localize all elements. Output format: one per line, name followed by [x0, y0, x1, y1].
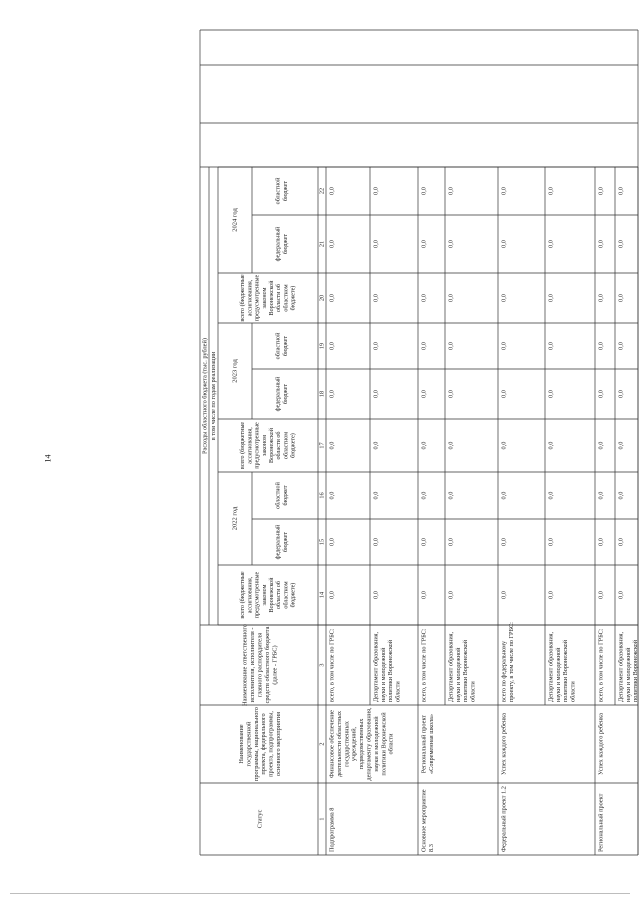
header-total-2024: ассигнования,	[247, 279, 254, 317]
column-number: 14	[318, 591, 326, 599]
header-total-2024: областном	[283, 284, 290, 312]
row-value: 0,0	[372, 591, 380, 599]
header-name: государственной	[245, 721, 253, 767]
row-status: Основное мероприятие	[420, 789, 428, 852]
row-executor: Департамент образования,	[617, 631, 625, 702]
header-total-2024: законом	[261, 287, 268, 309]
row-value: 0,0	[547, 240, 555, 248]
row-name: науки и молодежной	[372, 716, 380, 772]
row-value: 0,0	[372, 491, 380, 500]
header-total-2022: Воронежской	[269, 577, 276, 613]
row-name: государственных	[343, 721, 351, 767]
row-value: 0,0	[328, 390, 336, 398]
header-executor: Наименование ответственного	[241, 624, 249, 706]
row-name: Финансовое обеспечение	[328, 710, 336, 778]
row-value: 0,0	[447, 390, 455, 398]
row-name: «Современная школа»	[427, 714, 435, 774]
row-value: 0,0	[447, 491, 455, 500]
header-total-2022: области об	[276, 580, 283, 610]
header-federal: федеральный	[275, 376, 282, 412]
row-value: 0,0	[547, 538, 555, 546]
row-executor: политики Воронежской	[462, 639, 470, 702]
row-executor: области	[569, 681, 577, 702]
row-value: 0,0	[420, 390, 428, 398]
row-value: 0,0	[328, 591, 336, 599]
row-value: 0,0	[597, 294, 605, 302]
column-number: 17	[318, 442, 326, 449]
row-value: 0,0	[420, 591, 428, 599]
row-executor: всего, в том числе по ГРБС:	[597, 628, 605, 702]
column-number: 15	[318, 538, 326, 546]
page-bottom-rule	[10, 893, 630, 894]
row-value: 0,0	[420, 441, 428, 450]
header-total-2022: предусмотренные	[254, 571, 261, 619]
row-value: 0,0	[597, 342, 605, 350]
column-number: 20	[318, 294, 326, 302]
row-value: 0,0	[500, 591, 508, 599]
row-value: 0,0	[372, 538, 380, 546]
header-name: проекта, подпрограммы,	[267, 711, 275, 777]
row-value: 0,0	[500, 538, 508, 546]
row-value: 0,0	[500, 187, 508, 195]
row-value: 0,0	[447, 591, 455, 599]
header-total-2024: бюджете)	[290, 285, 297, 311]
row-value: 0,0	[617, 390, 625, 398]
header-total-2024: всего (бюджетные	[240, 274, 247, 322]
header-total-2022: всего (бюджетные	[240, 571, 247, 619]
row-executor: проекту, в том числе по ГРБС:	[507, 622, 515, 702]
row-value: 0,0	[547, 441, 555, 450]
row-status: Региональный проект	[597, 793, 605, 852]
column-number: 2	[318, 742, 326, 746]
column-number: 21	[318, 240, 326, 248]
header-by-years: в том числе по годам реализации	[209, 351, 217, 441]
row-name: Региональный проект	[420, 714, 428, 774]
row-value: 0,0	[500, 342, 508, 350]
row-executor: науки и молодежной	[454, 647, 462, 702]
row-value: 0,0	[547, 187, 555, 195]
header-regional: областной	[275, 482, 282, 509]
header-regional: бюджет	[283, 181, 290, 201]
row-value: 0,0	[447, 187, 455, 195]
header-year-2022: 2022 год	[231, 506, 239, 531]
header-name: программы, национального	[252, 707, 260, 781]
header-expenses: Расходы областного бюджета (тыс. рублей)	[201, 338, 209, 454]
row-value: 0,0	[597, 491, 605, 500]
row-value: 0,0	[372, 390, 380, 398]
row-value: 0,0	[500, 240, 508, 248]
row-value: 0,0	[547, 591, 555, 599]
row-value: 0,0	[500, 294, 508, 302]
row-value: 0,0	[372, 441, 380, 450]
header-total-2023: бюджете)	[290, 433, 297, 458]
header-regional: бюджет	[283, 336, 290, 356]
row-value: 0,0	[328, 538, 336, 546]
header-regional: бюджет	[283, 485, 290, 506]
header-total-2024: Воронежской	[269, 280, 276, 316]
row-value: 0,0	[447, 294, 455, 302]
row-executor: политики Воронежской	[632, 639, 640, 702]
row-executor: области	[469, 681, 477, 702]
header-name: основного мероприятия	[274, 711, 282, 777]
header-regional: областной	[275, 177, 282, 205]
table-text	[201, 177, 640, 852]
column-number: 1	[318, 817, 326, 821]
header-federal: федеральный	[275, 524, 282, 560]
row-value: 0,0	[617, 441, 625, 450]
row-value: 0,0	[597, 441, 605, 450]
row-executor: всего, в том числе по ГРБС:	[328, 628, 336, 702]
row-value: 0,0	[597, 240, 605, 248]
row-value: 0,0	[500, 441, 508, 450]
column-number: 16	[318, 492, 326, 499]
row-value: 0,0	[547, 294, 555, 302]
row-value: 0,0	[420, 342, 428, 350]
header-total-2022: областном	[283, 581, 290, 609]
row-executor: Департамент образования,	[372, 631, 380, 702]
column-number: 19	[318, 342, 326, 350]
row-value: 0,0	[597, 187, 605, 195]
header-year-2023: 2023 год	[231, 359, 239, 383]
header-executor: средств областного бюджета	[263, 626, 271, 704]
row-value: 0,0	[328, 342, 336, 350]
header-total-2023: областном	[283, 431, 290, 460]
row-value: 0,0	[372, 342, 380, 350]
header-status: Статус	[256, 809, 264, 829]
header-federal: федеральный	[275, 226, 282, 262]
row-value: 0,0	[617, 294, 625, 302]
header-federal: бюджет	[283, 384, 290, 404]
row-value: 0,0	[372, 187, 380, 195]
row-value: 0,0	[447, 441, 455, 450]
rotated-table-group	[200, 30, 640, 855]
row-executor: науки и молодежной	[554, 647, 562, 702]
row-value: 0,0	[617, 342, 625, 350]
header-total-2024: предусмотренные	[254, 274, 261, 322]
header-name: Наименование	[237, 724, 245, 764]
row-value: 0,0	[597, 538, 605, 546]
header-year-2024: 2024 год	[231, 208, 239, 232]
page-number: 14	[43, 454, 53, 463]
row-executor: науки и молодежной	[379, 647, 387, 702]
header-total-2023: ассигнования,	[247, 427, 254, 464]
header-name: проекта, федерального	[260, 713, 268, 775]
column-number: 18	[318, 390, 326, 398]
row-status: Подпрограмма 8	[328, 807, 336, 852]
row-executor: Департамент образования,	[447, 631, 455, 702]
row-name: области	[387, 733, 395, 755]
header-total-2023: всего (бюджетные	[240, 421, 247, 470]
row-value: 0,0	[328, 491, 336, 500]
row-value: 0,0	[420, 538, 428, 546]
row-status: Федеральный проект 1.2	[500, 786, 508, 852]
row-value: 0,0	[447, 240, 455, 248]
header-total-2024: области об	[276, 283, 283, 313]
header-executor: (далее - ГРБС)	[271, 645, 279, 685]
row-value: 0,0	[328, 441, 336, 450]
header-regional: областной	[275, 332, 282, 360]
row-value: 0,0	[420, 240, 428, 248]
row-value: 0,0	[547, 390, 555, 398]
header-total-2023: законом	[261, 435, 268, 456]
row-executor: науки и молодежной	[624, 647, 632, 702]
header-total-2023: области об	[276, 431, 283, 460]
row-name: Успех каждого ребенка	[500, 713, 508, 775]
row-executor: области	[394, 681, 402, 702]
row-value: 0,0	[617, 187, 625, 195]
row-name: департаменту образования,	[365, 707, 373, 781]
row-name: Успех каждого ребенка	[597, 713, 605, 775]
row-value: 0,0	[500, 390, 508, 398]
row-value: 0,0	[597, 390, 605, 398]
row-value: 0,0	[597, 591, 605, 599]
row-value: 0,0	[372, 240, 380, 248]
header-total-2023: предусмотренные	[254, 422, 261, 469]
row-value: 0,0	[447, 538, 455, 546]
row-name: подведомственных	[358, 718, 366, 770]
row-value: 0,0	[617, 240, 625, 248]
row-value: 0,0	[420, 187, 428, 195]
row-name: деятельности областных	[335, 710, 343, 778]
header-total-2022: законом	[261, 584, 268, 606]
row-name: политики Воронежской	[380, 712, 388, 776]
row-value: 0,0	[617, 538, 625, 546]
row-executor: политики Воронежской	[387, 639, 395, 702]
column-number: 3	[318, 663, 326, 667]
row-status: 8.3	[427, 844, 435, 852]
column-number: 22	[318, 187, 326, 195]
row-value: 0,0	[420, 491, 428, 500]
row-value: 0,0	[328, 187, 336, 195]
row-executor: всего, в том числе по ГРБС:	[420, 628, 428, 702]
row-name: учреждений,	[350, 726, 358, 762]
row-value: 0,0	[547, 491, 555, 500]
header-total-2022: ассигнования,	[247, 576, 254, 614]
header-federal: бюджет	[283, 532, 290, 552]
header-total-2023: Воронежской	[269, 428, 276, 463]
row-value: 0,0	[447, 342, 455, 350]
header-total-2022: бюджете)	[290, 582, 297, 608]
row-value: 0,0	[617, 491, 625, 500]
row-executor: всего по федеральному	[500, 640, 508, 702]
row-executor: политики Воронежской	[562, 639, 570, 702]
row-value: 0,0	[328, 294, 336, 302]
row-value: 0,0	[328, 240, 336, 248]
header-executor: главного распорядителя	[256, 632, 264, 698]
header-federal: бюджет	[283, 234, 290, 254]
row-value: 0,0	[500, 491, 508, 500]
row-value: 0,0	[617, 591, 625, 599]
row-value: 0,0	[547, 342, 555, 350]
header-executor: исполнителя, исполнителя -	[249, 627, 257, 703]
row-value: 0,0	[420, 294, 428, 302]
row-executor: Департамент образования,	[547, 631, 555, 702]
row-value: 0,0	[372, 294, 380, 302]
